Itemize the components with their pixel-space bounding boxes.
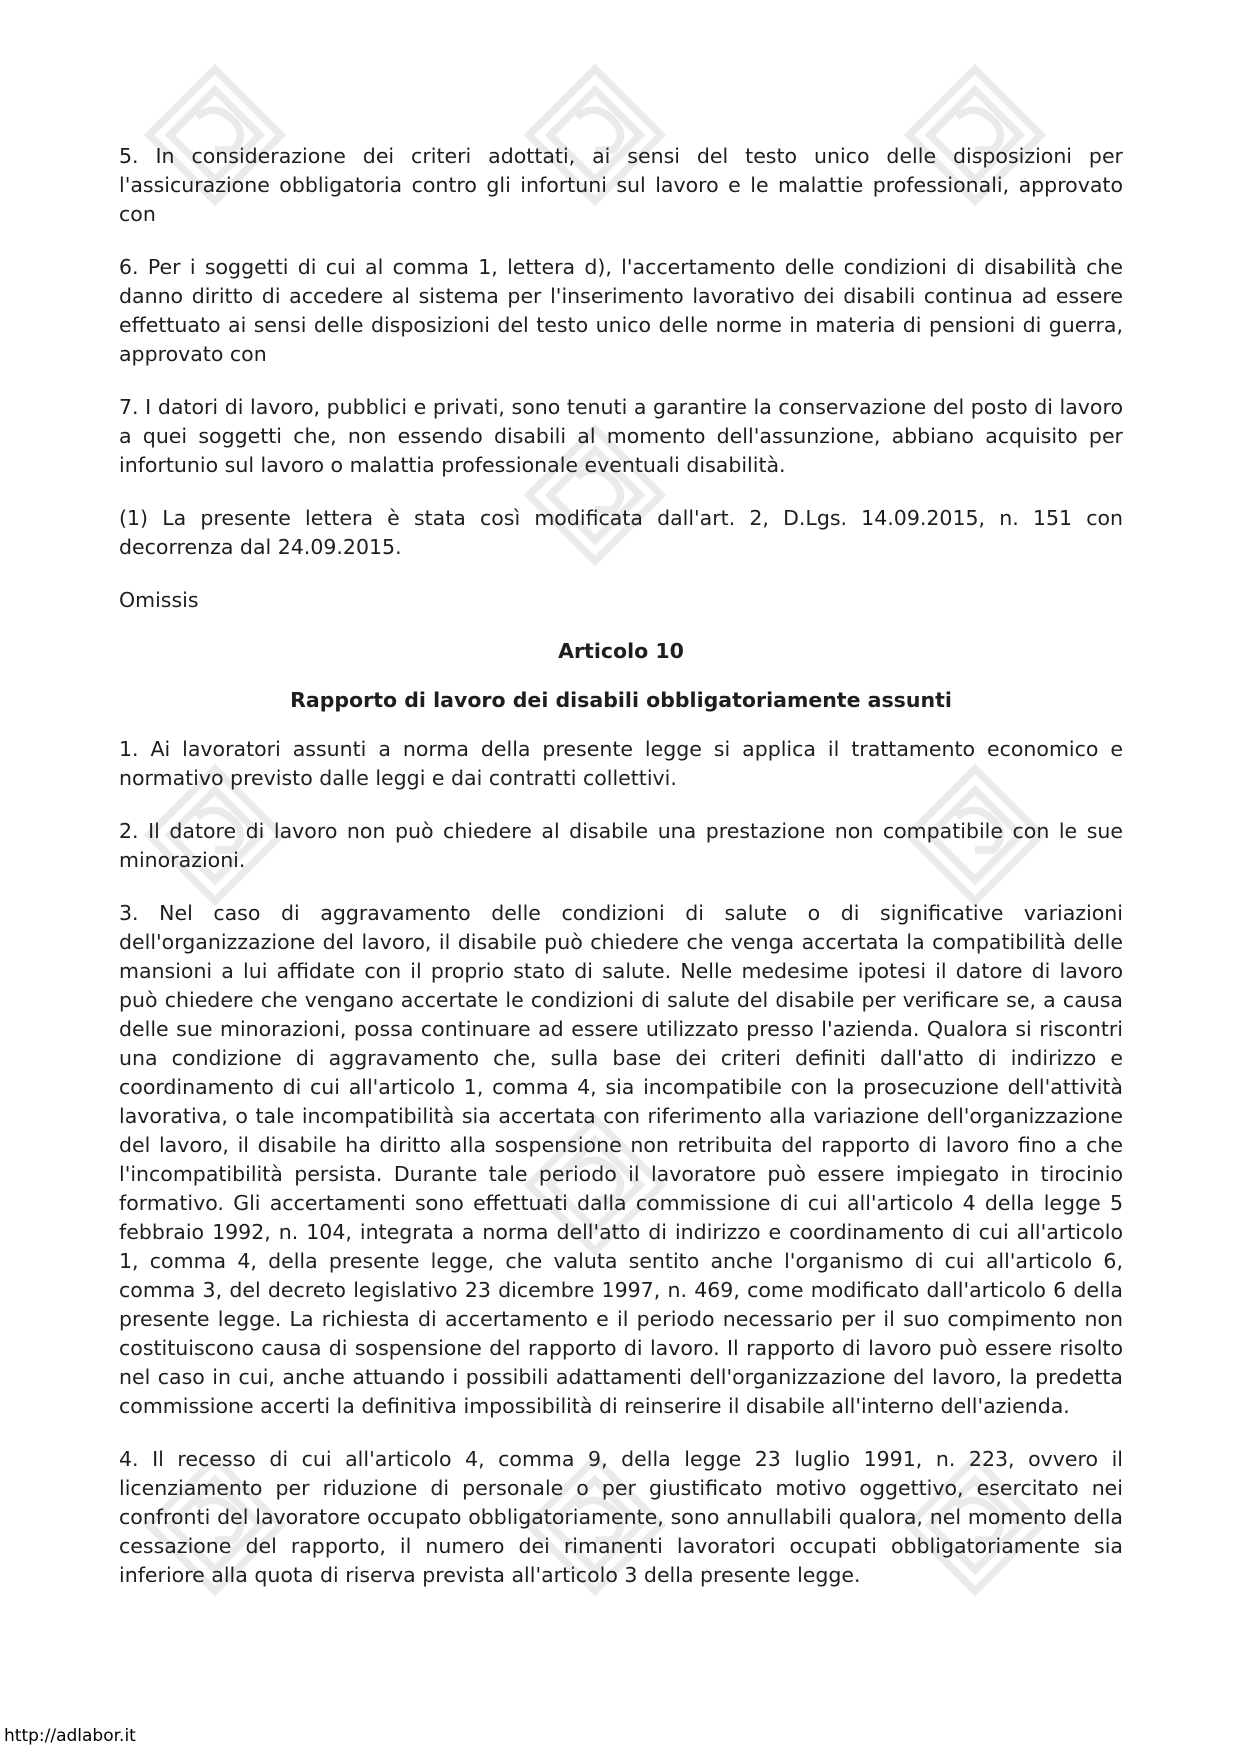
article-number: Articolo 10 (558, 639, 684, 663)
article-10-comma-3: 3. Nel caso di aggravamento delle condizioni di salute o di significative variazioni dell'organizzazione del lavoro, il disabile può chiedere che venga accertata la compatibilità delle mansioni a lui affidate con il proprio stato di salute. Nelle medesime ipotesi il datore di lavoro può chiedere che vengano accertate le condizioni di salute del disabile per verificare se, a causa delle sue minorazioni, possa continuare ad essere utilizzato presso l'azienda. Qualora si riscontri una condizione di aggravamento che, sulla base dei criteri definiti dall'atto di indirizzo e coordinamento di cui all'articolo 1, comma 4, sia incompatibile con la prosecuzione dell'attività lavorativa, o tale incompatibilità sia accertata con riferimento alla variazione dell'organizzazione del lavoro, il disabile ha diritto alla sospensione non retribuita del rapporto di lavoro fino a che l'incompatibilità persista. Durante tale periodo il lavoratore può essere impiegato in tirocinio formativo. Gli accertamenti sono effettuati dalla commissione di cui all'articolo 4 della legge 5 febbraio 1992, n. 104, integrata a norma dell'atto di indirizzo e coordinamento di cui all'articolo 1, comma 4, della presente legge, che valuta sentito anche l'organismo di cui all'articolo 6, comma 3, del decreto legislativo 23 dicembre 1997, n. 469, come modificato dall'articolo 6 della presente legge. La richiesta di accertamento e il periodo necessario per il suo compimento non costituiscono causa di sospensione del rapporto di lavoro. Il rapporto di lavoro può essere risolto nel caso in cui, anche attuando i possibili adattamenti dell'organizzazione del lavoro, la predetta commissione accerti la definitiva impossibilità di reinserire il disabile all'interno dell'azienda. (119, 901, 1123, 1418)
paragraph-comma-5: 5. In considerazione dei criteri adottati, ai sensi del testo unico delle disposizioni per l'assicurazione obbligatoria contro gli infortuni sul lavoro e le malattie professionali, approvato con (119, 144, 1123, 226)
article-10-comma-4: 4. Il recesso di cui all'articolo 4, comma 9, della legge 23 luglio 1991, n. 223, ovvero il licenziamento per riduzione di personale o per giustificato motivo oggettivo, esercitato nei confronti del lavoratore occupato obbligatoriamente, sono annullabili qualora, nel momento della cessazione del rapporto, il numero dei rimanenti lavoratori occupati obbligatoriamente sia inferiore alla quota di riserva prevista all'articolo 3 della presente legge. (119, 1447, 1123, 1587)
footnote-1: (1) La presente lettera è stata così modificata dall'art. 2, D.Lgs. 14.09.2015, n. 151 con decorrenza dal 24.09.2015. (119, 506, 1123, 559)
article-10-comma-2: 2. Il datore di lavoro non può chiedere al disabile una prestazione non compatibile con le sue minorazioni. (119, 819, 1123, 872)
article-title: Rapporto di lavoro dei disabili obbligatoriamente assunti (290, 688, 952, 712)
footer-url-link[interactable]: http://adlabor.it (4, 1726, 136, 1746)
paragraph-comma-7: 7. I datori di lavoro, pubblici e privati, sono tenuti a garantire la conservazione del posto di lavoro a quei soggetti che, non essendo disabili al momento dell'assunzione, abbiano acquisito per infortunio sul lavoro o malattia professionale eventuali disabilità. (119, 395, 1123, 477)
omissis-text: Omissis (119, 588, 199, 612)
document-body (119, 142, 1123, 1614)
article-10-comma-1: 1. Ai lavoratori assunti a norma della presente legge si applica il trattamento economico e normativo previsto dalle leggi e dai contratti collettivi. (119, 737, 1123, 790)
paragraph-comma-6: 6. Per i soggetti di cui al comma 1, lettera d), l'accertamento delle condizioni di disabilità che danno diritto di accedere al sistema per l'inserimento lavorativo dei disabili continua ad essere effettuato ai sensi delle disposizioni del testo unico delle norme in materia di pensioni di guerra, approvato con (119, 255, 1123, 366)
